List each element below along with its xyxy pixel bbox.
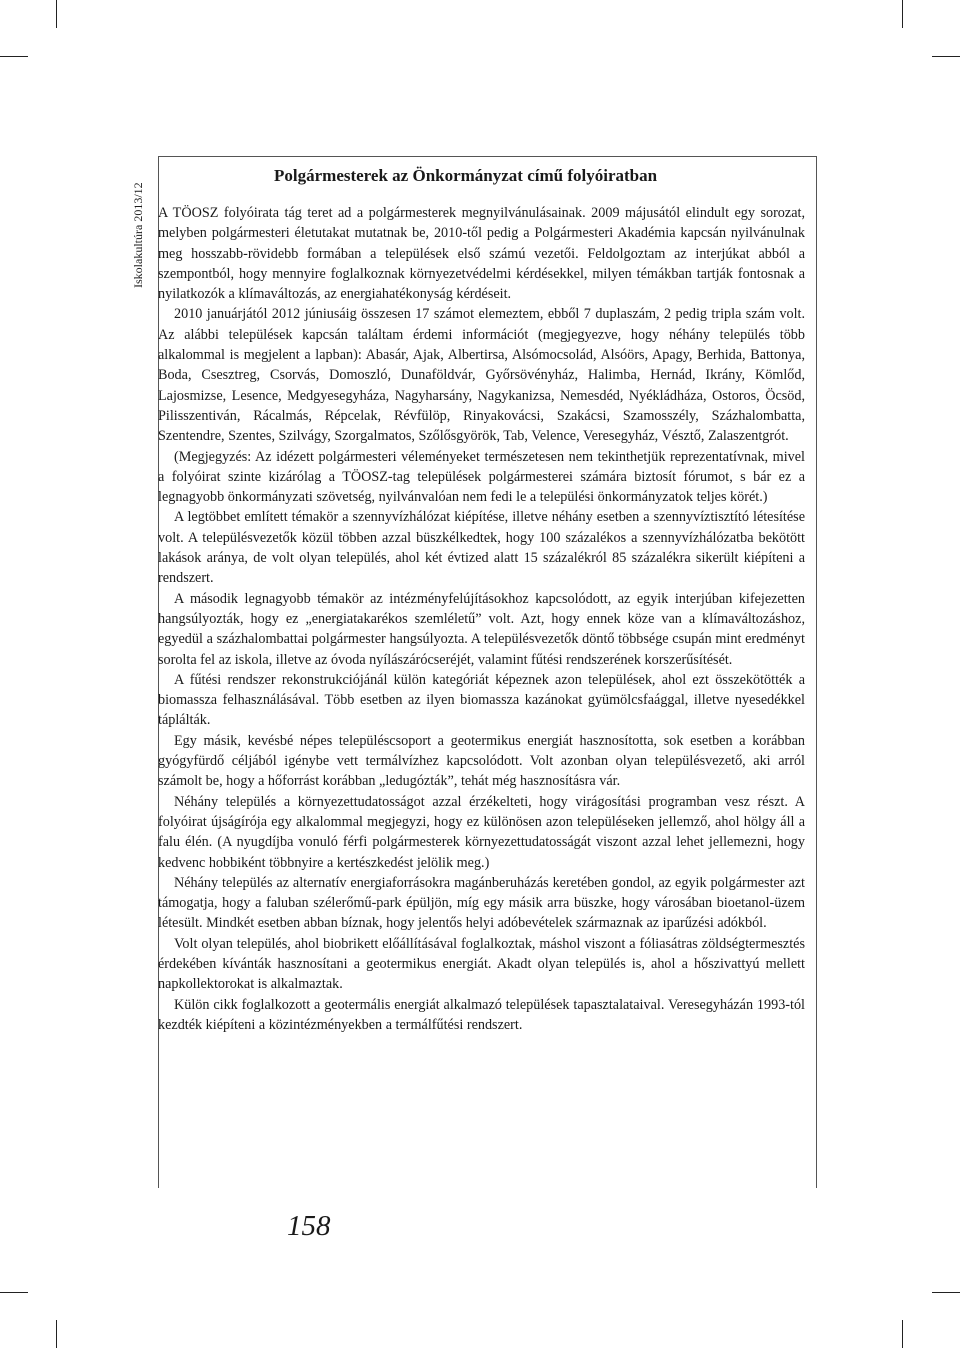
paragraph: A legtöbbet említett témakör a szennyvízhálózat kiépítése, illetve néhány esetben a szennyvíztisztító létesítése volt. A településvezetők közül többen azzal büszkélkedtek, hogy 100 százalékos a szennyvízhálózatba bekötött lakások aránya, de volt olyan település, ahol két évtized alatt 15 százalékról 85 százalékra sikerült kiépíteni a rendszert. bbox=[158, 509, 805, 587]
crop-mark bbox=[932, 1292, 960, 1293]
paragraph: Egy másik, kevésbé népes településcsoport a geotermikus energiát hasznosította, sok esetben a korábban gyógyfürdő céljából igénybe vett termálvízhez kapcsolódott. Volt azonban olyan településvezető, aki arról számolt be, hogy a hőforrást korábban „ledugózták”, tehát még hasznosításra vár. bbox=[158, 732, 805, 790]
frame-rule-right bbox=[816, 156, 817, 1188]
frame-rule-top bbox=[158, 156, 816, 157]
paragraph: (Megjegyzés: Az idézett polgármesteri véleményeket természetesen nem tekinthetjük reprezentatívnak, mivel a folyóirat szinte kizárólag a TÖOSZ-tag települések polgármesterei számára biztosít fórumot, s bár ez a legnagyobb önkormányzati szövetség, nyilvánvalóan nem fedi le a települési önkormányzatok teljes körét.) bbox=[158, 448, 805, 506]
crop-mark bbox=[56, 1320, 57, 1348]
crop-mark bbox=[932, 56, 960, 57]
crop-mark bbox=[902, 0, 903, 28]
paragraph: Külön cikk foglalkozott a geotermális energiát alkalmazó települések tapasztalataival. Veresegyházán 1993-tól kezdték kiépíteni a közintézményekben a termálfűtési rendszert. bbox=[158, 996, 805, 1033]
crop-mark bbox=[0, 56, 28, 57]
section-title: Polgármesterek az Önkormányzat című folyóiratban bbox=[274, 166, 658, 185]
paragraph: A második legnagyobb témakör az intézményfelújításokhoz kapcsolódott, az egyik interjúban kifejezetten hangsúlyozták, hogy ez „energiatakarékos szemléletű” volt. Azt, hogy ennek köze van a klímaváltozáshoz, egyedül a százhalombattai polgármester hangsúlyozta. A településvezetők döntő többsége csupán mint eredményt sorolta fel az iskola, illetve az óvoda nyílászárócseréjét, valamint fűtési rendszerének korszerűsítését. bbox=[158, 590, 805, 668]
article-body bbox=[158, 203, 805, 1035]
running-head: Iskolakultúra 2013/12 bbox=[131, 182, 145, 288]
paragraph: Néhány település az alternatív energiaforrásokra magánberuházás keretében gondol, az egyik polgármester azt támogatja, hogy a faluban szélerőmű-park épüljön, míg egy másik arra büszke, hogy városában bioetanol-üzem létesült. Mindkét esetben abban bíznak, hogy jelentős helyi adóbevételek származnak az iparűzési adókból. bbox=[158, 874, 805, 932]
paragraph: 2010 januárjától 2012 júniusáig összesen 17 számot elemeztem, ebből 7 duplaszám, 2 pedig tripla szám volt. Az alábbi települések kapcsán találtam érdemi információt (megjegyezve, hogy néhány település több alkalommal is megjelent a lapban): Abasár, Ajak, Albertirsa, Alsómocsolád, Alsóörs, Apagy, Berhida, Battonya, Boda, Csesztreg, Csorvás, Domoszló, Dunaföldvár, Győrsövényház, Halimba, Hernád, Ikrány, Kömlőd, Lajosmizse, Lesence, Medgyesegyháza, Nagyharsány, Nagykanizsa, Nemesdéd, Nyékládháza, Ostoros, Öcsöd, Pilisszentiván, Rácalmás, Répcelak, Révfülöp, Rinyakovácsi, Szakácsi, Szamosszély, Százhalombatta, Szentendre, Szentes, Szilvágy, Szorgalmatos, Szőlősgyörök, Tab, Velence, Veresegyház, Vésztő, Zalaszentgrót. bbox=[158, 306, 805, 445]
crop-mark bbox=[902, 1320, 903, 1348]
page-number: 158 bbox=[287, 1210, 331, 1242]
paragraph: A fűtési rendszer rekonstrukciójánál külön kategóriát képeznek azon települések, ahol ezt összekötötték a biomassza felhasználásával. Több esetben az ilyen biomassza kazánokat gyümölcsfaággal, illetve nyesedékkel táplálták. bbox=[158, 671, 805, 729]
crop-mark bbox=[56, 0, 57, 28]
crop-mark bbox=[0, 1292, 28, 1293]
paragraph: Néhány település a környezettudatosságot azzal érzékelteti, hogy virágosítási programban vesz részt. A folyóirat újságírója egy alkalommal megjegyzi, hogy ez különösen azon településeken jellemző, ahol hölgy áll a falu élén. (A nyugdíjba vonuló férfi polgármesterek környezettudatosságát viszont azzal lehet jellemezni, hogy kedvenc hobbiként többnyire a kertészkedést jelölik meg.) bbox=[158, 793, 805, 871]
paragraph: Volt olyan település, ahol biobrikett előállításával foglalkoztak, máshol viszont a fóliasátras zöldségtermesztés érdekében kívánták hasznosítani a geotermikus energiát. Akadt olyan település is, ahol a hőszivattyú mellett napkollektorokat is alkalmaztak. bbox=[158, 935, 805, 993]
paragraph: A TÖOSZ folyóirata tág teret ad a polgármesterek megnyilvánulásainak. 2009 májusától elindult egy sorozat, melyben polgármesteri életutakat mutatnak be, 2010-től pedig a Polgármesteri Akadémia kapcsán nyilvánulnak meg hosszabb-rövidebb formában a települések első számú vezetői. Feldolgoztam az interjúkat abból a szempontból, hogy mennyire foglalkoznak környezetvédelmi kérdésekkel, milyen témákban tartják fontosnak a nyilatkozók a klímaváltozás, az energiahatékonyság kérdéseit. bbox=[158, 205, 805, 303]
